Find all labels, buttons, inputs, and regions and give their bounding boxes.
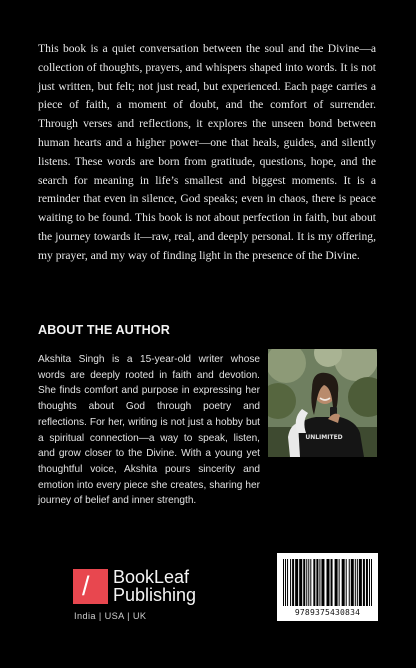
barcode-bar [357,559,358,606]
barcode-bar [366,559,368,606]
barcode-bar [363,559,365,606]
barcode-bar [346,559,347,606]
barcode-bar [316,559,318,606]
barcode-bar [359,559,362,606]
publisher-name-line2: Publishing [113,585,197,605]
barcode-bar [308,559,309,606]
photo-shirt-text: UNLIMITED [305,434,343,441]
about-author-heading: ABOUT THE AUTHOR [38,323,170,337]
book-blurb: This book is a quiet conversation between the soul and the Divine—a collection of thoughts, prayers, and whispers shaped into words. It is not just written, but felt; not just read, but experienced. Each page carries a piece of faith, a moment of doubt, and the comfort of surrender. Through verses and reflections, it explores the unseen bond between human hearts and a higher power—one that heals, guides, and silently listens. These words are born from gratitude, questions, hope, and the search for meaning in life’s smallest and biggest moments. It is a reminder that even in silence, God speaks; even in chaos, there is peace waiting to be found. This book is not about perfection in faith, but about the journey towards it—raw, real, and deeply personal. It is my offering, my prayer, and my way of finding light in the presence of the Divine. [38,42,376,262]
barcode-bar [319,559,320,606]
barcode-bar [285,559,286,606]
publisher-tagline: India | USA | UK [74,611,147,621]
isbn-number: 9789375430834 [294,608,361,617]
barcode-bar [306,559,307,606]
barcode-bar [351,559,354,606]
publisher-logo [73,568,196,604]
barcode-bar [321,559,324,606]
barcode-bar [342,559,345,606]
barcode-bar [371,559,372,606]
barcode-bar [326,559,329,606]
barcode-bar [295,559,298,606]
author-photo-illustration [268,349,377,457]
author-bio: Akshita Singh is a 15-year-old writer whose words are deeply rooted in faith and devotion. She finds comfort and purpose in expressing her thoughts about God through poetry and reflections. For her, writing is not just a hobby but a spiritual connection—a way to speak, listen, and grow closer to the Divine. With a young yet thoughtful voice, Akshita pours sincerity and emotion into every piece she creates, sharing her journey of belief and inner strength. [38,354,260,507]
publisher-name-line1: BookLeaf [113,567,190,587]
barcode-bar [335,559,338,606]
barcode-bar [283,559,284,606]
publisher-logo-mark [73,569,108,604]
publisher-name [113,568,196,604]
barcode-bar [349,559,350,606]
isbn-barcode [277,553,378,621]
barcode-bar [369,559,370,606]
barcode-bar [310,559,311,606]
barcode-bar [292,559,294,606]
author-photo [268,349,377,457]
barcode-bar [299,559,302,606]
barcode-bar [313,559,315,606]
publisher-logo-glyph: / [82,570,90,601]
barcode-bar [331,559,333,606]
barcode-bar [339,559,340,606]
barcode-bar [287,559,288,606]
barcode-bar [290,559,291,606]
barcode-bar [303,559,305,606]
barcode-bars [283,559,372,606]
barcode-bar [355,559,356,606]
